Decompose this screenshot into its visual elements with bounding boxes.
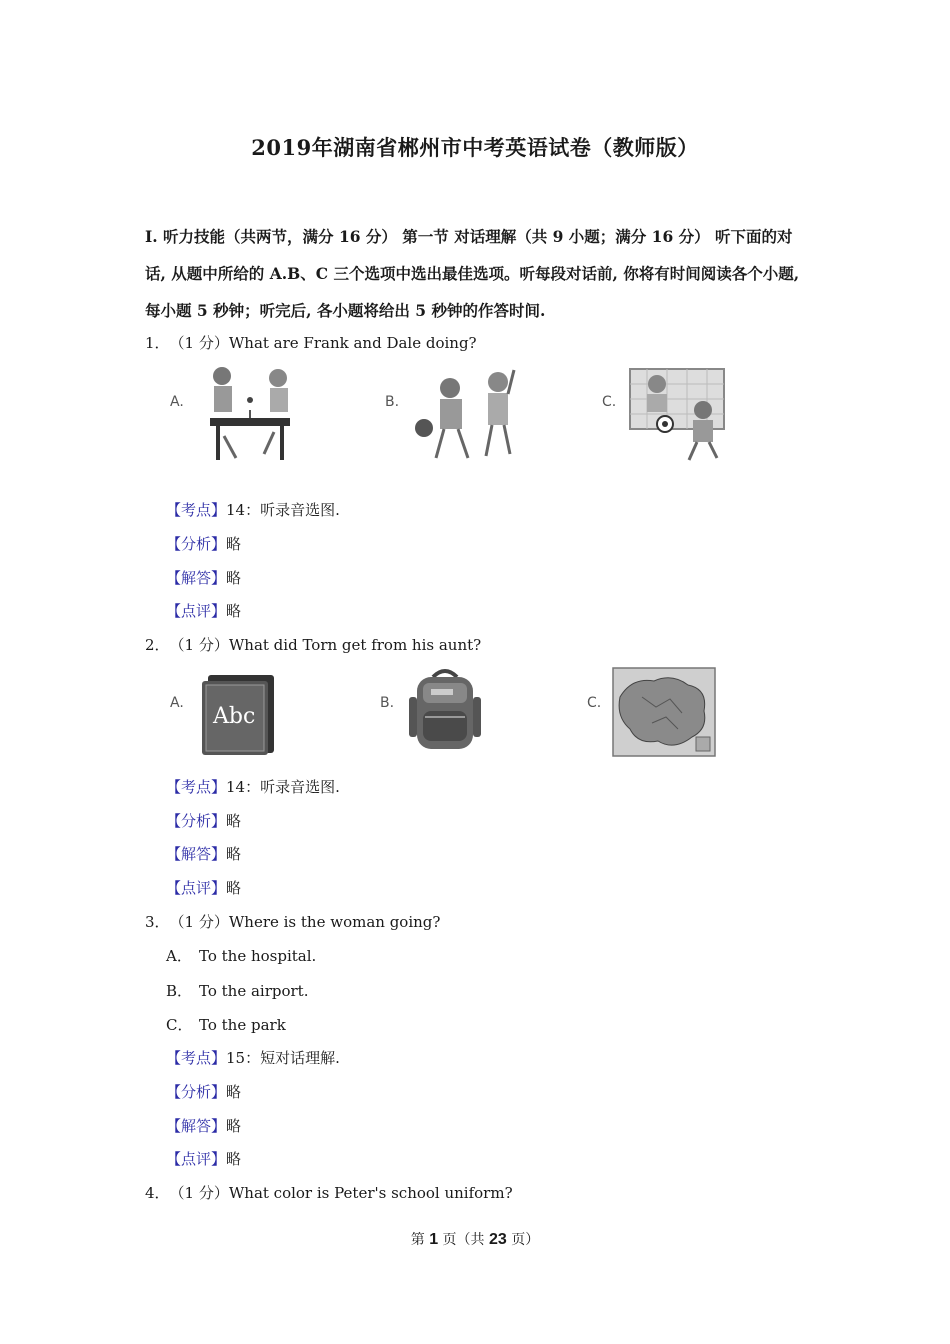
question-text: What did Torn get from his aunt? [228,636,482,654]
option-letter: B. [385,394,400,410]
fenxi-tag: 【分析】 [166,812,227,830]
jieda-text: 略 [226,569,242,587]
kaodian-text: 15：短对话理解. [226,1049,340,1067]
page-footer [0,1229,950,1249]
dianping-text: 略 [226,602,242,620]
table-tennis-icon [200,366,300,464]
dianping-line [166,1148,241,1169]
jieda-tag: 【解答】 [166,1117,227,1135]
fenxi-tag: 【分析】 [166,1083,227,1101]
option-text: To the hospital. [199,947,317,965]
dianping-tag: 【点评】 [166,879,227,897]
fenxi-text: 略 [226,1083,242,1101]
kaodian-tag: 【考点】 [166,1049,227,1067]
kaodian-line [166,1047,340,1068]
backpack-icon [405,667,485,755]
question-text: Where is the woman going? [228,913,441,931]
book-cover-text: Abc [213,704,256,729]
kaodian-line [166,776,340,797]
dianping-tag: 【点评】 [166,602,227,620]
basketball-icon [410,366,520,464]
option-letter: A． [166,947,192,965]
kaodian-tag: 【考点】 [166,501,227,519]
option-letter: C. [602,394,617,410]
kaodian-line [166,499,340,520]
fenxi-line [166,810,241,831]
question-text: What color is Peter's school uniform? [228,1184,513,1202]
option-c[interactable] [166,1014,286,1035]
section-instructions: I. 听力技能（共两节，满分 16 分） 第一节 对话理解（共 9 小题；满分 16 分） 听下面的对话, 从题中所给的 A.B、C 三个选项中选出最佳选项。听每段对话前, 你将有时间阅读各个小题, 每小题 5 秒钟；听完后, 各小题将给出 5 秒钟的作答时间. [145,227,800,320]
option-letter: C． [166,1016,193,1034]
question-score: （1 分） [169,1184,229,1202]
question-4 [145,1182,513,1203]
option-letter: A. [170,394,184,410]
fenxi-line [166,533,241,554]
fenxi-line [166,1081,241,1102]
jieda-tag: 【解答】 [166,569,227,587]
jieda-line [166,843,241,864]
soccer-icon [627,366,727,464]
option-letter: B． [166,982,193,1000]
question-2 [145,634,481,655]
question-score: （1 分） [169,636,229,654]
jieda-tag: 【解答】 [166,845,227,863]
book-icon [200,667,280,759]
option-letter: C. [587,695,602,711]
jieda-text: 略 [226,1117,242,1135]
question-3 [145,911,440,932]
footer-middle: 页（共 [438,1232,489,1248]
option-text: To the airport. [199,982,309,1000]
question-1 [145,332,477,353]
jieda-text: 略 [226,845,242,863]
total-pages: 23 [489,1231,507,1248]
kaodian-tag: 【考点】 [166,778,227,796]
dianping-line [166,600,241,621]
jieda-line [166,1115,241,1136]
dianping-text: 略 [226,879,242,897]
question-number: 2． [145,636,170,654]
option-text: To the park [199,1016,286,1034]
question-number: 3． [145,913,170,931]
option-b[interactable] [166,980,308,1001]
option-letter: A. [170,695,184,711]
jieda-line [166,567,241,588]
option-letter: B. [380,695,395,711]
dianping-text: 略 [226,1150,242,1168]
dianping-line [166,877,241,898]
kaodian-text: 14：听录音选图. [226,501,340,519]
question-1-image-options [165,366,785,466]
question-score: （1 分） [169,913,229,931]
question-text: What are Frank and Dale doing? [228,334,477,352]
option-a[interactable] [166,945,316,966]
question-number: 4． [145,1184,170,1202]
page-title: 2019年湖南省郴州市中考英语试卷（教师版） [251,135,699,160]
map-icon [612,667,716,757]
question-2-image-options [165,667,785,767]
dianping-tag: 【点评】 [166,1150,227,1168]
current-page: 1 [429,1231,439,1248]
fenxi-tag: 【分析】 [166,535,227,553]
fenxi-text: 略 [226,812,242,830]
question-score: （1 分） [169,334,229,352]
kaodian-text: 14：听录音选图. [226,778,340,796]
question-number: 1． [145,334,170,352]
footer-suffix: 页） [506,1232,540,1248]
fenxi-text: 略 [226,535,242,553]
footer-prefix: 第 [410,1232,430,1248]
